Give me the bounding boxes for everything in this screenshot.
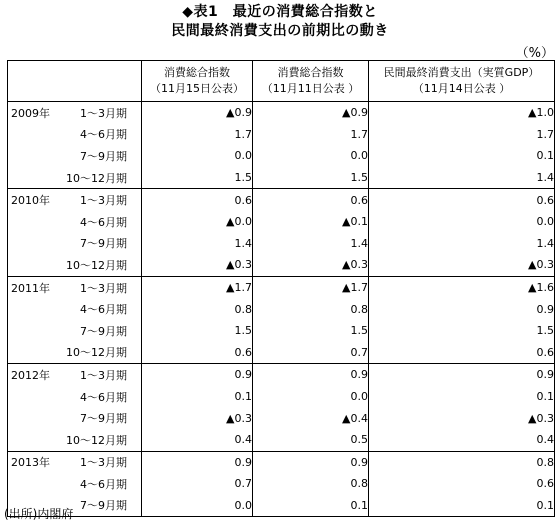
quarter-label: 4～6月期 <box>80 303 127 317</box>
quarter-label: 10～12月期 <box>66 171 127 185</box>
value-consumption-index-nov15: 1.5 <box>142 320 253 342</box>
quarter-label: 1～3月期 <box>80 456 127 470</box>
value-consumption-index-nov15: ▲0.9 <box>142 102 253 124</box>
value-consumption-index-nov11: 0.9 <box>253 451 369 473</box>
value-consumption-index-nov15: 0.9 <box>142 451 253 473</box>
header-col-3 <box>369 61 555 102</box>
table-row <box>8 167 555 189</box>
period-cell <box>8 124 142 146</box>
value-private-consumption-gdp: ▲0.3 <box>369 407 555 429</box>
value-consumption-index-nov15: ▲0.3 <box>142 407 253 429</box>
value-consumption-index-nov11: ▲0.3 <box>253 254 369 276</box>
header-col-1 <box>142 61 253 102</box>
quarter-label: 7～9月期 <box>80 412 127 426</box>
period-cell <box>8 276 142 298</box>
header-col-3-date: （11月14日公表 ） <box>412 82 511 95</box>
year-label: 2011年 <box>11 281 50 295</box>
year-label: 2010年 <box>11 194 50 208</box>
value-consumption-index-nov11: 0.8 <box>253 473 369 495</box>
value-private-consumption-gdp: ▲1.6 <box>369 276 555 298</box>
unit-label: （%） <box>515 46 554 61</box>
period-cell <box>8 386 142 408</box>
period-cell <box>8 407 142 429</box>
year-group <box>8 102 555 189</box>
quarter-label: 10～12月期 <box>66 346 127 360</box>
value-consumption-index-nov15: 0.7 <box>142 473 253 495</box>
quarter-label: 4～6月期 <box>80 390 127 404</box>
value-consumption-index-nov15: ▲1.7 <box>142 276 253 298</box>
table-row <box>8 364 555 386</box>
table-row <box>8 124 555 146</box>
quarter-label: 7～9月期 <box>80 149 127 163</box>
period-cell <box>8 102 142 124</box>
period-cell <box>8 451 142 473</box>
value-consumption-index-nov11: 0.7 <box>253 342 369 364</box>
period-cell <box>8 189 142 211</box>
value-consumption-index-nov15: ▲0.3 <box>142 254 253 276</box>
quarter-label: 4～6月期 <box>80 477 127 491</box>
table-row <box>8 254 555 276</box>
quarter-label: 1～3月期 <box>80 368 127 382</box>
value-consumption-index-nov15: ▲0.0 <box>142 211 253 233</box>
consumption-table <box>7 60 555 517</box>
value-private-consumption-gdp: 1.7 <box>369 124 555 146</box>
value-consumption-index-nov11: 0.6 <box>253 189 369 211</box>
quarter-label: 1～3月期 <box>80 106 127 120</box>
quarter-label: 1～3月期 <box>80 281 127 295</box>
year-label: 2013年 <box>11 456 50 470</box>
value-consumption-index-nov11: ▲0.1 <box>253 211 369 233</box>
year-label: 2012年 <box>11 368 50 382</box>
value-private-consumption-gdp: 0.9 <box>369 364 555 386</box>
value-private-consumption-gdp: 0.9 <box>369 298 555 320</box>
value-consumption-index-nov11: 1.4 <box>253 233 369 255</box>
value-consumption-index-nov15: 1.4 <box>142 233 253 255</box>
value-consumption-index-nov15: 1.7 <box>142 124 253 146</box>
table-row <box>8 189 555 211</box>
period-cell <box>8 233 142 255</box>
year-group <box>8 276 555 363</box>
quarter-label: 7～9月期 <box>80 237 127 251</box>
period-cell <box>8 473 142 495</box>
value-private-consumption-gdp: ▲1.0 <box>369 102 555 124</box>
table-row <box>8 211 555 233</box>
value-private-consumption-gdp: 0.4 <box>369 429 555 451</box>
header-col-1-date: （11月15日公表） <box>150 82 244 95</box>
value-consumption-index-nov15: 0.0 <box>142 145 253 167</box>
table-row <box>8 407 555 429</box>
value-private-consumption-gdp: 1.4 <box>369 233 555 255</box>
value-consumption-index-nov11: 1.5 <box>253 320 369 342</box>
value-consumption-index-nov15: 0.9 <box>142 364 253 386</box>
quarter-label: 4～6月期 <box>80 215 127 229</box>
table-row <box>8 342 555 364</box>
period-cell <box>8 429 142 451</box>
quarter-label: 10～12月期 <box>66 258 127 272</box>
header-period-cell <box>8 61 142 102</box>
table-row <box>8 233 555 255</box>
table-row <box>8 298 555 320</box>
period-cell <box>8 145 142 167</box>
header-col-3-name: 民間最終消費支出（実質GDP） <box>383 66 540 79</box>
table-row <box>8 495 555 517</box>
period-cell <box>8 320 142 342</box>
year-group <box>8 189 555 276</box>
header-col-1-name: 消費総合指数 <box>164 66 230 79</box>
header-col-2 <box>253 61 369 102</box>
value-private-consumption-gdp: 0.8 <box>369 451 555 473</box>
header-col-2-name: 消費総合指数 <box>277 66 344 79</box>
year-group <box>8 451 555 517</box>
value-consumption-index-nov11: 1.5 <box>253 167 369 189</box>
table-row <box>8 429 555 451</box>
table-title-line2: 民間最終消費支出の前期比の動き <box>171 23 389 39</box>
value-consumption-index-nov11: 0.5 <box>253 429 369 451</box>
value-private-consumption-gdp: 0.6 <box>369 473 555 495</box>
period-cell <box>8 167 142 189</box>
value-consumption-index-nov15: 0.8 <box>142 298 253 320</box>
period-cell <box>8 211 142 233</box>
value-consumption-index-nov11: ▲0.4 <box>253 407 369 429</box>
value-private-consumption-gdp: 0.1 <box>369 145 555 167</box>
header-row <box>8 61 555 102</box>
value-consumption-index-nov11: 0.8 <box>253 298 369 320</box>
period-cell <box>8 364 142 386</box>
table-title-line1: ◆表1 最近の消費総合指数と <box>182 4 378 20</box>
period-cell <box>8 254 142 276</box>
table-row <box>8 451 555 473</box>
value-private-consumption-gdp: 0.6 <box>369 342 555 364</box>
value-consumption-index-nov11: 0.1 <box>253 495 369 517</box>
period-cell <box>8 298 142 320</box>
table-row <box>8 320 555 342</box>
table-row <box>8 473 555 495</box>
value-private-consumption-gdp: ▲0.3 <box>369 254 555 276</box>
value-consumption-index-nov15: 0.6 <box>142 342 253 364</box>
value-consumption-index-nov11: 1.7 <box>253 124 369 146</box>
header-col-2-date: （11月11日公表 ） <box>261 82 360 95</box>
source-note: (出所)内閣府 <box>4 507 74 521</box>
table-row <box>8 145 555 167</box>
value-private-consumption-gdp: 1.4 <box>369 167 555 189</box>
value-private-consumption-gdp: 0.1 <box>369 386 555 408</box>
value-consumption-index-nov11: 0.9 <box>253 364 369 386</box>
value-consumption-index-nov15: 0.6 <box>142 189 253 211</box>
value-consumption-index-nov15: 1.5 <box>142 167 253 189</box>
value-consumption-index-nov11: 0.0 <box>253 386 369 408</box>
table-row <box>8 102 555 124</box>
value-consumption-index-nov11: ▲0.9 <box>253 102 369 124</box>
value-consumption-index-nov15: 0.1 <box>142 386 253 408</box>
table-row <box>8 386 555 408</box>
quarter-label: 4～6月期 <box>80 128 127 142</box>
value-consumption-index-nov11: ▲1.7 <box>253 276 369 298</box>
value-private-consumption-gdp: 0.0 <box>369 211 555 233</box>
value-private-consumption-gdp: 0.6 <box>369 189 555 211</box>
year-label: 2009年 <box>11 106 50 120</box>
quarter-label: 10～12月期 <box>66 433 127 447</box>
quarter-label: 7～9月期 <box>80 499 127 513</box>
value-consumption-index-nov15: 0.0 <box>142 495 253 517</box>
value-consumption-index-nov15: 0.4 <box>142 429 253 451</box>
value-private-consumption-gdp: 1.5 <box>369 320 555 342</box>
period-cell <box>8 342 142 364</box>
table-row <box>8 276 555 298</box>
year-group <box>8 364 555 451</box>
quarter-label: 1～3月期 <box>80 194 127 208</box>
value-private-consumption-gdp: 0.1 <box>369 495 555 517</box>
quarter-label: 7～9月期 <box>80 324 127 338</box>
value-consumption-index-nov11: 0.0 <box>253 145 369 167</box>
